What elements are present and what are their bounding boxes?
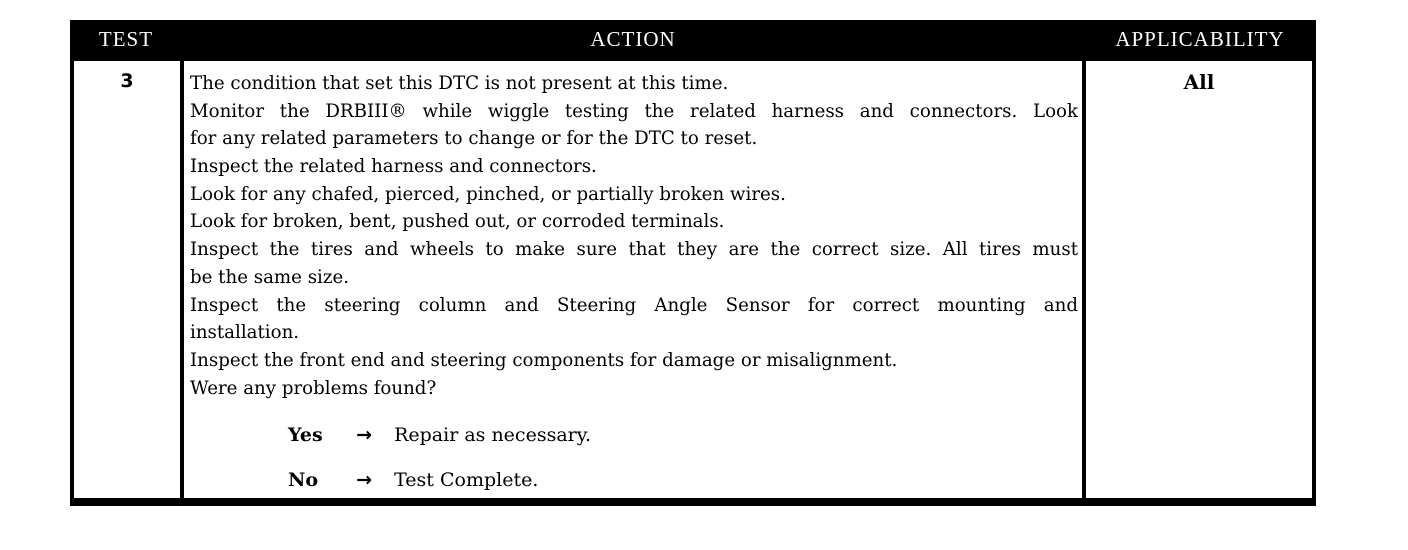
- action-line: Inspect the front end and steering components for damage or misalignment.: [190, 349, 898, 371]
- header-test: TEST: [98, 27, 154, 51]
- answer-key: No: [288, 469, 319, 491]
- action-line: Monitor the DRBIII® while wiggle testing the related harness and connectors. Look: [190, 100, 1078, 122]
- action-line: Inspect the steering column and Steering Angle Sensor for correct mounting and: [190, 294, 1078, 316]
- arrow-right-icon: →: [356, 424, 372, 446]
- action-line: Look for broken, bent, pushed out, or corroded terminals.: [190, 211, 725, 233]
- applicability-value: All: [1183, 70, 1215, 94]
- answer-yes: [288, 419, 988, 464]
- table-header: [70, 20, 1316, 57]
- answer-result: Repair as necessary.: [394, 424, 591, 446]
- action-line: be the same size.: [190, 266, 349, 288]
- action-text: [190, 70, 1078, 402]
- answer-result: Test Complete.: [394, 469, 539, 491]
- test-number: 3: [120, 70, 134, 92]
- header-applicability: APPLICABILITY: [1115, 27, 1285, 51]
- arrow-right-icon: →: [356, 469, 372, 491]
- answer-key: Yes: [288, 424, 323, 446]
- test-cell: [74, 61, 180, 498]
- answers: [288, 419, 988, 509]
- action-line: Were any problems found?: [190, 377, 437, 399]
- action-line: Inspect the related harness and connectors.: [190, 156, 597, 178]
- action-line: for any related parameters to change or for the DTC to reset.: [190, 128, 758, 150]
- answer-no: [288, 464, 988, 509]
- header-action: ACTION: [590, 27, 676, 51]
- action-cell: [184, 61, 1082, 498]
- action-line: The condition that set this DTC is not present at this time.: [190, 73, 729, 94]
- diagnostic-table: [70, 20, 1316, 506]
- action-line: Look for any chafed, pierced, pinched, or partially broken wires.: [190, 183, 786, 205]
- action-line: Inspect the tires and wheels to make sure that they are the correct size. All tires must: [190, 239, 1078, 261]
- applicability-cell: [1086, 61, 1312, 498]
- action-line: installation.: [190, 322, 300, 344]
